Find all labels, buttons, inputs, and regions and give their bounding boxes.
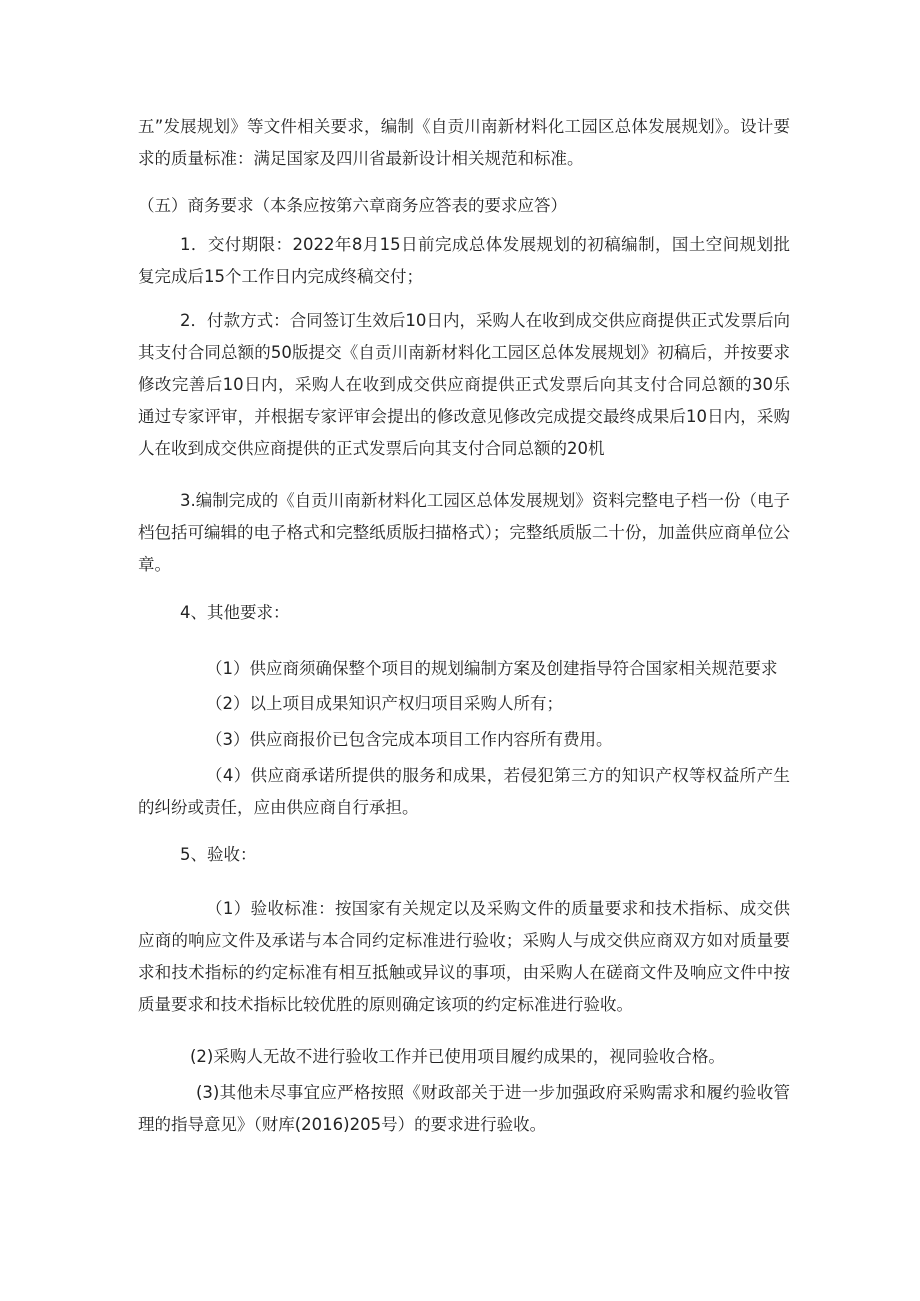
list-item-acceptance-1: （1）验收标准：按国家有关规定以及采购文件的质量要求和技术指标、成交供应商的响应文件及承诺与本合同约定标准进行验收；采购人与成交供应商双方如对质量要求和技术指标的约定标准有相互抵触或异议的事项，由采购人在磋商文件及响应文件中按质量要求和技术指标比较优胜的原则确定该项的约定标准进行验收。 xyxy=(138,899,790,1014)
list-item-acceptance-3: (3)其他未尽事宜应严格按照《财政部关于进一步加强政府采购需求和履约验收管理的指导意见》（财库(2016)205号）的要求进行验收。 xyxy=(138,1083,790,1134)
list-item-other-2: （2）以上项目成果知识产权归项目采购人所有； xyxy=(206,694,563,713)
paragraph-design-requirements: 五”发展规划》等文件相关要求，编制《自贡川南新材料化工园区总体发展规划》。设计要求的质量标准：满足国家及四川省最新设计相关规范和标准。 xyxy=(138,117,790,168)
heading-other-requirements: 4、其他要求： xyxy=(180,603,290,622)
list-item-acceptance-2: (2)采购人无故不进行验收工作并已使用项目履约成果的，视同验收合格。 xyxy=(190,1047,725,1066)
section-heading-business-requirements: （五）商务要求（本条应按第六章商务应答表的要求应答） xyxy=(138,196,567,215)
paragraph-deliverables: 3.编制完成的《自贡川南新材料化工园区总体发展规划》资料完整电子档一份（电子档包括可编辑的电子格式和完整纸质版扫描格式）；完整纸质版二十份，加盖供应商单位公章。 xyxy=(138,491,790,574)
heading-acceptance: 5、验收： xyxy=(180,845,257,864)
list-item-other-3: （3）供应商报价已包含完成本项目工作内容所有费用。 xyxy=(206,730,613,749)
list-item-other-1: （1）供应商须确保整个项目的规划编制方案及创建指导符合国家相关规范要求 xyxy=(206,659,778,678)
paragraph-payment-method: 2．付款方式：合同签订生效后10日内，采购人在收到成交供应商提供正式发票后向其支付合同总额的50版提交《自贡川南新材料化工园区总体发展规划》初稿后，并按要求修改完善后10日内，采购人在收到成交供应商提供正式发票后向其支付合同总额的30乐通过专家评审，并根据专家评审会提出的修改意见修改完成提交最终成果后10日内，采购人在收到成交供应商提供的正式发票后向其支付合同总额的20机 xyxy=(138,311,790,458)
list-item-other-4: （4）供应商承诺所提供的服务和成果，若侵犯第三方的知识产权等权益所产生的纠纷或责任，应由供应商自行承担。 xyxy=(138,766,790,817)
paragraph-delivery-period: 1．交付期限：2022年8月15日前完成总体发展规划的初稿编制，国土空间规划批复完成后15个工作日内完成终稿交付； xyxy=(138,235,790,286)
